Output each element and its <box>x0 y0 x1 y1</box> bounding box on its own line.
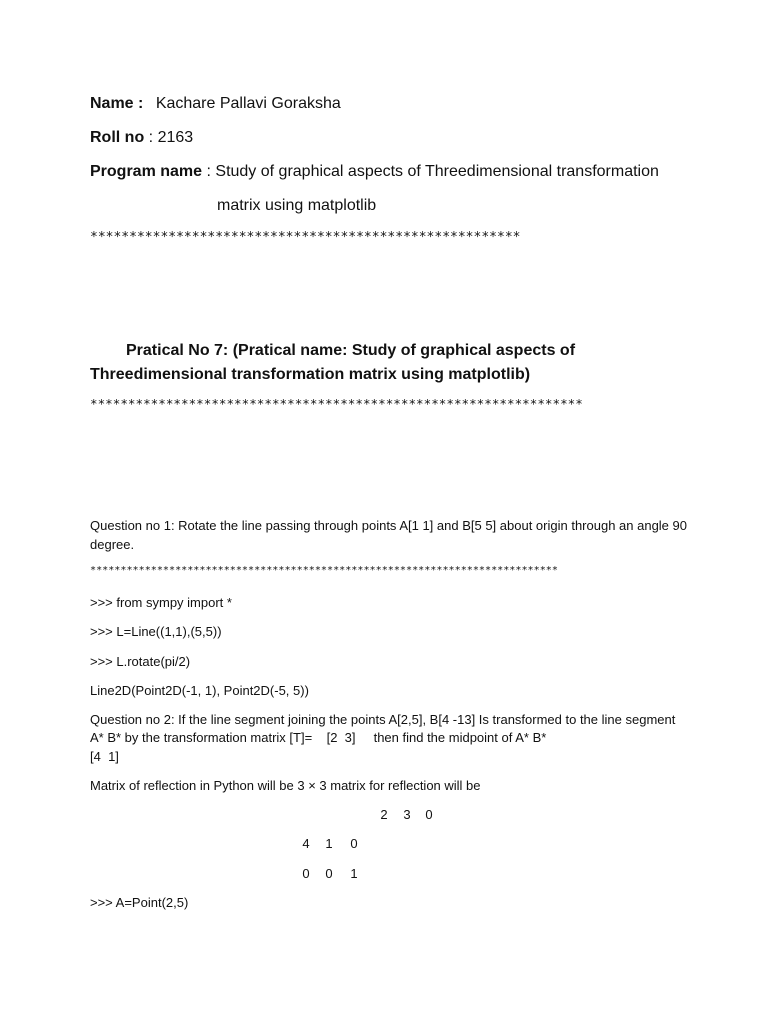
matrix-cell: 4 <box>302 836 310 851</box>
matrix-cell: 3 <box>403 807 411 822</box>
matrix-cell: 0 <box>425 807 433 822</box>
matrix-cell: 2 <box>380 807 388 822</box>
matrix-cell: 0 <box>350 836 358 851</box>
roll-label: Roll no <box>90 129 145 146</box>
question-2-line2: A* B* by the transformation matrix [T]= [2 3] then find the midpoint of A* B* <box>90 730 547 745</box>
code-line: >>> L=Line((1,1),(5,5)) <box>90 624 222 639</box>
program-value: : Study of graphical aspects of Threedimensional transformation <box>206 163 659 180</box>
roll-line <box>90 129 193 147</box>
program-value-continued: matrix using matplotlib <box>217 197 377 214</box>
name-label: Name : <box>90 95 144 112</box>
matrix-row-1 <box>0 807 768 825</box>
practical-title <box>90 339 690 387</box>
reflection-text: Matrix of reflection in Python will be 3 × 3 matrix for reflection will be <box>90 778 481 793</box>
name-line <box>90 95 341 113</box>
question-2-line3: [4 1] <box>90 749 119 764</box>
matrix-cell: 1 <box>350 866 358 881</box>
name-value: Kachare Pallavi Goraksha <box>155 95 341 112</box>
question-1-line1: Question no 1: Rotate the line passing through points A[1 1] and B[5 5] about origin through an angle 90 <box>90 518 687 533</box>
matrix-cell: 1 <box>325 836 333 851</box>
practical-title-line1: Pratical No 7: (Pratical name: Study of graphical aspects of <box>126 342 576 359</box>
matrix-row-2 <box>0 836 768 854</box>
separator-stars-practical: ***************************************************************** <box>90 396 583 411</box>
code-output-line: Line2D(Point2D(-1, 1), Point2D(-5, 5)) <box>90 683 309 698</box>
separator-stars-header: ******************************************************* <box>90 230 521 245</box>
question-2-line1: Question no 2: If the line segment joining the points A[2,5], B[4 -13] Is transformed to the line segment <box>90 712 676 727</box>
code-line: >>> from sympy import * <box>90 595 232 610</box>
code-line: >>> L.rotate(pi/2) <box>90 654 191 669</box>
code-line: >>> A=Point(2,5) <box>90 895 189 910</box>
program-label: Program name <box>90 163 203 180</box>
separator-stars-question-1: ***************************************************************************** <box>90 565 558 576</box>
practical-title-line2: Threedimensional transformation matrix using matplotlib) <box>90 366 531 383</box>
question-1-line2: degree. <box>90 537 135 552</box>
matrix-cell: 0 <box>325 866 333 881</box>
program-line <box>90 163 659 181</box>
matrix-row-3 <box>0 866 768 884</box>
matrix-cell: 0 <box>302 866 310 881</box>
roll-value: : 2163 <box>148 129 194 146</box>
